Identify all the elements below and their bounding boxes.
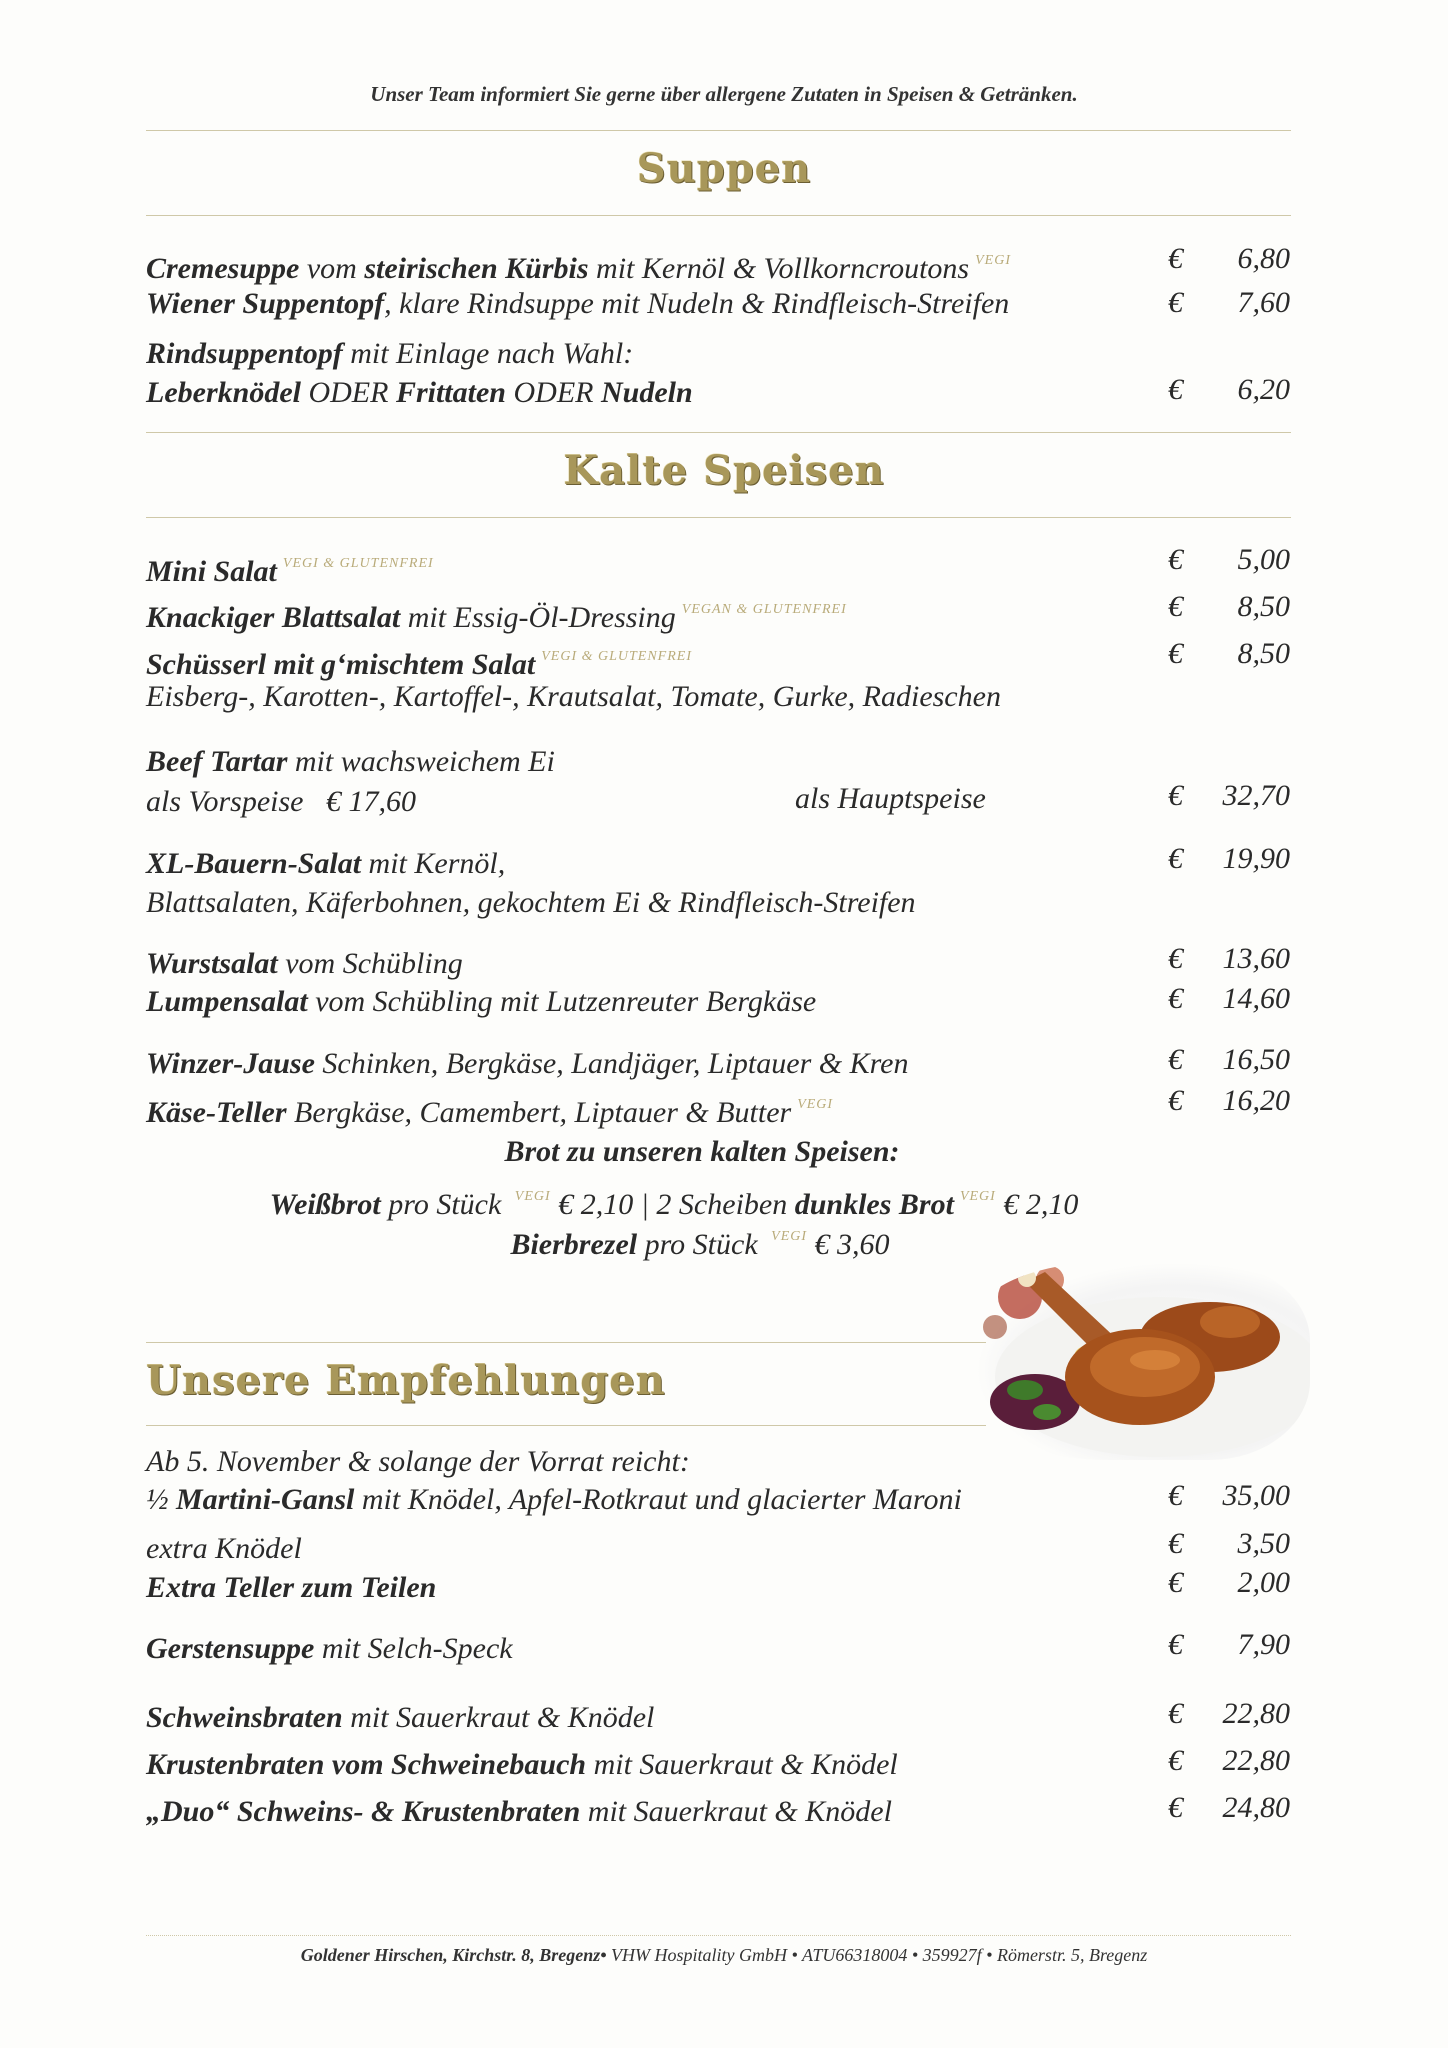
- bread-line-1: Weißbrot pro Stück $^{VEGI}$ € 2,10 | 2 Scheiben dunkles Brot $^{VEGI}$ € 2,10: [269, 1188, 1079, 1221]
- menu-item-beef-tartar: Beef Tartar mit wachsweichem Ei: [146, 745, 555, 778]
- vegi-glutenfrei-tag: VEGI & GLUTENFREI: [282, 556, 434, 571]
- menu-item-extra-teller: Extra Teller zum Teilen: [146, 1571, 437, 1604]
- divider: [146, 130, 1291, 131]
- menu-item-lumpensalat: Lumpensalat vom Schübling mit Lutzenreuter Bergkäse: [146, 985, 817, 1018]
- menu-item-schweinsbraten: Schweinsbraten mit Sauerkraut & Knödel: [146, 1701, 655, 1734]
- section-title-kalte-speisen: Kalte Speisen: [563, 447, 885, 494]
- tartar-vorspeise: als Vorspeise € 17,60: [146, 785, 416, 818]
- price: € 6,20: [1168, 373, 1290, 406]
- price: € 5,00: [1168, 543, 1290, 576]
- price: € 16,50: [1168, 1043, 1290, 1076]
- bread-line-2: Bierbrezel pro Stück $^{VEGI}$ € 3,60: [510, 1228, 890, 1261]
- price: € 13,60: [1168, 942, 1290, 975]
- menu-item-rindsuppentopf-options: Leberknödel ODER Frittaten ODER Nudeln: [146, 376, 693, 409]
- section-title-suppen: Suppen: [636, 145, 812, 192]
- price: € 8,50: [1168, 590, 1290, 623]
- price: € 6,80: [1168, 242, 1290, 275]
- menu-item-mini-salat: Mini Salat $^{VEGI \& GLUTENFREI}$: [146, 555, 434, 588]
- empfehlungen-intro: Ab 5. November & solange der Vorrat reicht:: [146, 1445, 690, 1478]
- menu-item-schuesserl-salat: Schüsserl mit g‘mischtem Salat $^{VEGI \& GLUTENFREI}$: [146, 648, 692, 681]
- price: € 3,50: [1168, 1527, 1290, 1560]
- allergen-notice: Unser Team informiert Sie gerne über allergene Zutaten in Speisen & Getränken.: [370, 82, 1078, 106]
- vegi-tag: VEGI: [797, 1097, 834, 1112]
- vegi-tag: VEGI: [514, 1189, 551, 1204]
- price: € 2,00: [1168, 1566, 1290, 1599]
- divider: [146, 1425, 986, 1426]
- roast-goose-photo: [975, 1262, 1310, 1460]
- divider: [146, 1342, 986, 1343]
- price: € 8,50: [1168, 637, 1290, 670]
- price: € 24,80: [1168, 1791, 1290, 1824]
- menu-item-duo-braten: „Duo“ Schweins- & Krustenbraten mit Sauerkraut & Knödel: [146, 1795, 892, 1828]
- price: € 22,80: [1168, 1744, 1290, 1777]
- divider: [146, 517, 1291, 518]
- menu-item-description: Blattsalaten, Käferbohnen, gekochtem Ei & Rindfleisch-Streifen: [146, 886, 916, 919]
- section-title-empfehlungen: Unsere Empfehlungen: [146, 1357, 666, 1404]
- menu-item-suppentopf: Wiener Suppentopf, klare Rindsuppe mit Nudeln & Rindfleisch-Streifen: [146, 287, 1010, 320]
- vegi-tag: VEGI: [959, 1189, 996, 1204]
- vegi-glutenfrei-tag: VEGI & GLUTENFREI: [541, 649, 692, 664]
- divider: [146, 432, 1291, 433]
- menu-item-martini-gansl: ½ Martini-Gansl mit Knödel, Apfel-Rotkraut und glacierter Maroni: [146, 1483, 962, 1516]
- price: € 32,70: [1168, 779, 1290, 812]
- price: € 22,80: [1168, 1697, 1290, 1730]
- bread-heading: Brot zu unseren kalten Speisen:: [504, 1135, 900, 1168]
- menu-item-gerstensuppe: Gerstensuppe mit Selch-Speck: [146, 1632, 513, 1665]
- price: € 19,90: [1168, 842, 1290, 875]
- menu-item-winzer-jause: Winzer-Jause Schinken, Bergkäse, Landjäger, Liptauer & Kren: [146, 1047, 909, 1080]
- menu-item-bauern-salat: XL-Bauern-Salat mit Kernöl,: [146, 847, 506, 880]
- price: € 16,20: [1168, 1084, 1290, 1117]
- menu-item-krustenbraten: Krustenbraten vom Schweinebauch mit Sauerkraut & Knödel: [146, 1748, 898, 1781]
- divider: [146, 215, 1291, 216]
- menu-item-description: Eisberg-, Karotten-, Kartoffel-, Krautsalat, Tomate, Gurke, Radieschen: [146, 680, 1001, 713]
- tartar-hauptspeise: als Hauptspeise: [795, 782, 986, 815]
- menu-item-kaese-teller: Käse-Teller Bergkäse, Camembert, Liptauer & Butter $^{VEGI}$: [146, 1096, 834, 1129]
- menu-item-kuerbissuppe: Cremesuppe vom steirischen Kürbis mit Kernöl & Vollkorncroutons $^{VEGI}$: [146, 252, 1011, 285]
- footer-address: Goldener Hirschen, Kirchstr. 8, Bregenz• VHW Hospitality GmbH • ATU66318004 • 359927f • Römerstr. 5, Bregenz: [300, 1945, 1148, 1965]
- vegi-tag: VEGI: [975, 253, 1011, 268]
- price: € 7,90: [1168, 1628, 1290, 1661]
- menu-item-wurstsalat: Wurstsalat vom Schübling: [146, 947, 463, 980]
- menu-item-blattsalat: Knackiger Blattsalat mit Essig-Öl-Dressing $^{VEGAN \& GLUTENFREI}$: [146, 601, 847, 634]
- menu-item-rindsuppentopf: Rindsuppentopf mit Einlage nach Wahl:: [146, 337, 634, 370]
- price: € 35,00: [1168, 1479, 1290, 1512]
- price: € 7,60: [1168, 286, 1290, 319]
- price: € 14,60: [1168, 982, 1290, 1015]
- vegan-glutenfrei-tag: VEGAN & GLUTENFREI: [681, 602, 847, 617]
- vegi-tag: VEGI: [771, 1229, 808, 1244]
- menu-item-extra-knoedel: extra Knödel: [146, 1532, 302, 1565]
- divider: [146, 1935, 1291, 1936]
